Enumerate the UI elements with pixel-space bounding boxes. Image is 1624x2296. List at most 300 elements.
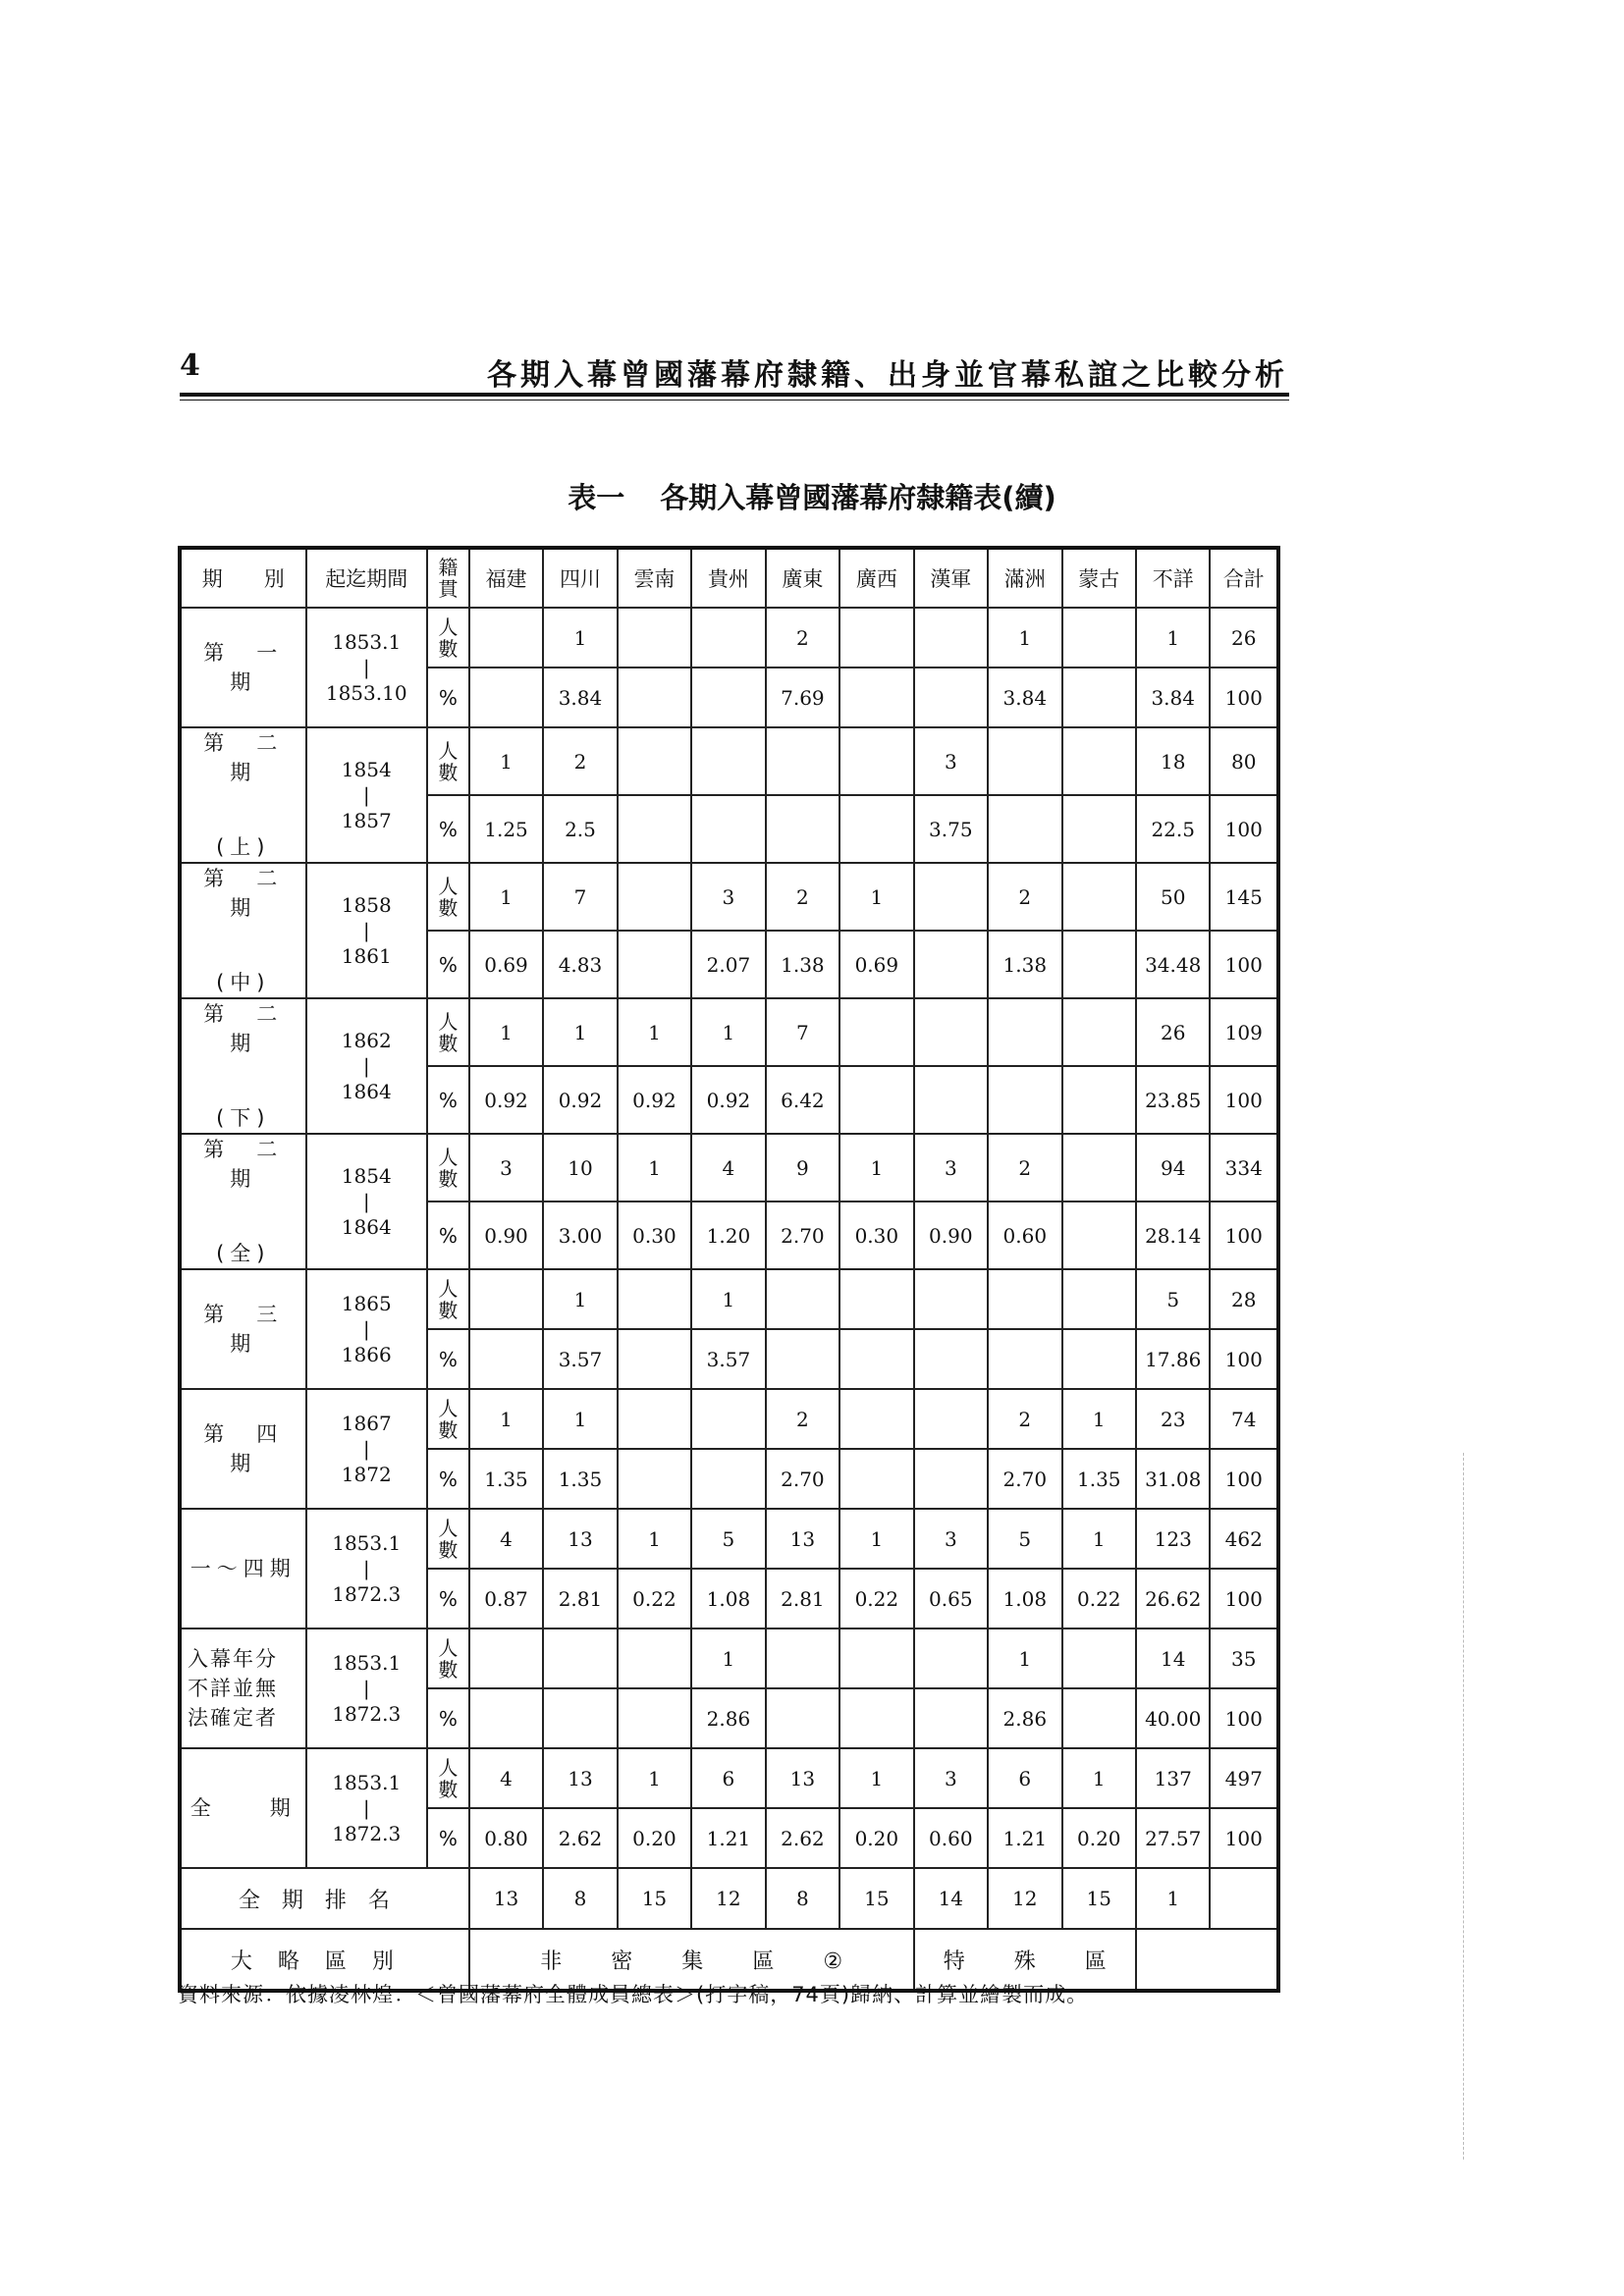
people-count-cell: 1 xyxy=(618,1748,691,1808)
unit-people-bottom: 數 xyxy=(438,1777,459,1801)
percent-cell xyxy=(1062,667,1136,727)
rank-cell xyxy=(1210,1868,1278,1929)
range-start: 1867 xyxy=(341,1412,392,1435)
unit-people-top: 人 xyxy=(438,1276,459,1301)
people-count-cell: 1 xyxy=(1062,1389,1136,1449)
range-start: 1854 xyxy=(341,1164,392,1188)
people-count-cell: 80 xyxy=(1210,727,1278,795)
percent-cell: 2.86 xyxy=(988,1688,1061,1748)
percent-cell: 2.62 xyxy=(543,1808,617,1868)
people-count-cell: 1 xyxy=(1062,1748,1136,1808)
region-non-dense-char: 密 xyxy=(611,1949,633,1974)
people-count-cell: 145 xyxy=(1210,863,1278,931)
unit-people xyxy=(427,1269,469,1329)
range-cell xyxy=(306,1629,427,1748)
unit-people-bottom: 數 xyxy=(438,1417,459,1442)
range-start: 1853.1 xyxy=(332,1771,402,1794)
percent-cell: 0.60 xyxy=(988,1201,1061,1269)
percent-cell: 1.21 xyxy=(988,1808,1061,1868)
header-province: 四川 xyxy=(543,548,617,608)
range-end: 1872.3 xyxy=(332,1702,402,1726)
header-period: 期 別 xyxy=(180,548,306,608)
unit-percent: % xyxy=(427,931,469,998)
percent-cell: 40.00 xyxy=(1136,1688,1210,1748)
people-count-cell xyxy=(914,863,988,931)
unit-people-bottom: 數 xyxy=(438,1537,459,1562)
range-dash: | xyxy=(362,1190,370,1213)
people-count-cell xyxy=(839,727,913,795)
region-label: 大略區別 xyxy=(180,1929,469,1991)
range-end: 1872.3 xyxy=(332,1582,402,1606)
percent-cell xyxy=(618,667,691,727)
region-special-char: 特 xyxy=(943,1949,965,1974)
percent-cell: 0.22 xyxy=(1062,1569,1136,1629)
people-count-cell: 4 xyxy=(469,1509,543,1569)
people-count-cell xyxy=(766,1629,839,1688)
people-count-cell xyxy=(618,1389,691,1449)
percent-cell: 2.62 xyxy=(766,1808,839,1868)
range-cell xyxy=(306,727,427,863)
percent-cell: 2.81 xyxy=(766,1569,839,1629)
unit-people-top: 人 xyxy=(438,1009,459,1034)
people-count-cell: 2 xyxy=(766,1389,839,1449)
percent-cell xyxy=(914,1688,988,1748)
period-label: (上) xyxy=(216,835,271,859)
region-non-dense-char: 集 xyxy=(681,1949,704,1974)
people-count-cell: 23 xyxy=(1136,1389,1210,1449)
range-dash: | xyxy=(362,1054,370,1078)
people-count-cell: 1 xyxy=(543,1389,617,1449)
percent-cell xyxy=(1062,931,1136,998)
people-count-cell xyxy=(1062,1269,1136,1329)
unit-people-top: 人 xyxy=(438,614,459,639)
percent-cell xyxy=(543,1688,617,1748)
percent-cell xyxy=(618,1449,691,1509)
range-dash: | xyxy=(362,1317,370,1341)
people-count-cell: 4 xyxy=(691,1134,765,1201)
unit-people-top: 人 xyxy=(438,1396,459,1420)
percent-cell xyxy=(469,1688,543,1748)
people-count-cell: 6 xyxy=(988,1748,1061,1808)
rank-cell: 12 xyxy=(988,1868,1061,1929)
period-label: 一～四期 xyxy=(189,1557,297,1580)
percent-cell: 3.84 xyxy=(1136,667,1210,727)
people-count-cell: 3 xyxy=(691,863,765,931)
percent-cell: 3.00 xyxy=(543,1201,617,1269)
percent-cell: 2.70 xyxy=(766,1449,839,1509)
header-province: 廣東 xyxy=(766,548,839,608)
header-unit-bottom: 貫 xyxy=(438,577,459,601)
range-cell xyxy=(306,608,427,727)
header-province: 合計 xyxy=(1210,548,1278,608)
percent-cell: 1.35 xyxy=(1062,1449,1136,1509)
people-count-cell: 6 xyxy=(691,1748,765,1808)
range-cell xyxy=(306,1269,427,1389)
percent-cell: 100 xyxy=(1210,1569,1278,1629)
percent-cell: 0.90 xyxy=(469,1201,543,1269)
period-cell xyxy=(180,1269,310,1389)
unit-percent: % xyxy=(427,1688,469,1748)
percent-cell: 100 xyxy=(1210,667,1278,727)
unit-percent: % xyxy=(427,1066,469,1134)
people-count-cell: 1 xyxy=(691,1629,765,1688)
people-count-cell xyxy=(839,1389,913,1449)
period-cell xyxy=(180,727,310,863)
percent-cell: 2.5 xyxy=(543,795,617,863)
rank-cell: 8 xyxy=(766,1868,839,1929)
table-row-people xyxy=(180,1748,1278,1808)
unit-people xyxy=(427,1134,469,1201)
period-label: 第 四 期 xyxy=(203,1422,310,1475)
people-count-cell: 2 xyxy=(766,863,839,931)
period-label: 第 三 期 xyxy=(203,1303,310,1356)
people-count-cell xyxy=(469,1629,543,1688)
percent-cell: 0.92 xyxy=(469,1066,543,1134)
percent-cell xyxy=(914,1066,988,1134)
percent-cell xyxy=(988,795,1061,863)
percent-cell: 2.70 xyxy=(988,1449,1061,1509)
header-province: 貴州 xyxy=(691,548,765,608)
percent-cell xyxy=(839,1066,913,1134)
region-blank xyxy=(1136,1929,1278,1991)
people-count-cell xyxy=(618,1269,691,1329)
percent-cell xyxy=(1062,1066,1136,1134)
people-count-cell: 1 xyxy=(469,998,543,1066)
percent-cell: 27.57 xyxy=(1136,1808,1210,1868)
range-end: 1872 xyxy=(341,1463,392,1486)
percent-cell: 3.84 xyxy=(543,667,617,727)
people-count-cell: 26 xyxy=(1136,998,1210,1066)
people-count-cell: 13 xyxy=(766,1748,839,1808)
percent-cell: 26.62 xyxy=(1136,1569,1210,1629)
people-count-cell: 1 xyxy=(543,998,617,1066)
period-cell xyxy=(180,863,310,998)
percent-cell: 1.35 xyxy=(469,1449,543,1509)
people-count-cell: 2 xyxy=(988,863,1061,931)
percent-cell xyxy=(469,667,543,727)
people-count-cell: 109 xyxy=(1210,998,1278,1066)
period-label: 全 期 xyxy=(189,1796,297,1820)
percent-cell: 1.21 xyxy=(691,1808,765,1868)
period-label: 入幕年分 xyxy=(188,1647,278,1671)
region-special-char: 區 xyxy=(1084,1949,1107,1974)
rank-label: 全期排名 xyxy=(180,1868,469,1929)
people-count-cell xyxy=(914,1269,988,1329)
table-caption-title: 各期入幕曾國藩幕府隸籍表(續) xyxy=(660,481,1056,514)
range-dash: | xyxy=(362,1437,370,1461)
table-caption-label: 表一 xyxy=(568,481,625,514)
people-count-cell xyxy=(691,1389,765,1449)
people-count-cell: 1 xyxy=(691,998,765,1066)
rank-cell: 13 xyxy=(469,1868,543,1929)
percent-cell xyxy=(766,1329,839,1389)
people-count-cell: 5 xyxy=(1136,1269,1210,1329)
percent-cell: 3.75 xyxy=(914,795,988,863)
range-end: 1864 xyxy=(341,1080,392,1103)
percent-cell: 0.92 xyxy=(691,1066,765,1134)
people-count-cell: 26 xyxy=(1210,608,1278,667)
unit-people-bottom: 數 xyxy=(438,1031,459,1055)
people-count-cell xyxy=(766,1269,839,1329)
percent-cell xyxy=(839,795,913,863)
percent-cell: 0.92 xyxy=(618,1066,691,1134)
people-count-cell xyxy=(914,1389,988,1449)
percent-cell xyxy=(1062,1688,1136,1748)
people-count-cell xyxy=(1062,1134,1136,1201)
table-row-people xyxy=(180,608,1278,667)
percent-cell: 1.08 xyxy=(691,1569,765,1629)
unit-percent: % xyxy=(427,1201,469,1269)
percent-cell: 1.38 xyxy=(766,931,839,998)
percent-cell xyxy=(618,1329,691,1389)
rank-cell: 1 xyxy=(1136,1868,1210,1929)
people-count-cell: 123 xyxy=(1136,1509,1210,1569)
header-province: 蒙古 xyxy=(1062,548,1136,608)
people-count-cell xyxy=(618,727,691,795)
running-header: 各期入幕曾國藩幕府隸籍、出身並官幕私誼之比較分析 xyxy=(487,358,1288,393)
people-count-cell xyxy=(469,608,543,667)
percent-cell xyxy=(839,667,913,727)
header-rule xyxy=(180,393,1289,400)
range-cell xyxy=(306,863,427,998)
percent-cell xyxy=(766,1688,839,1748)
period-label: 法確定者 xyxy=(188,1706,278,1730)
people-count-cell: 2 xyxy=(988,1134,1061,1201)
table-row-people xyxy=(180,863,1278,931)
period-label: (下) xyxy=(216,1106,271,1130)
table-row-people xyxy=(180,1389,1278,1449)
unit-people-bottom: 數 xyxy=(438,1298,459,1322)
table-header-row xyxy=(180,548,1278,608)
people-count-cell: 1 xyxy=(839,1748,913,1808)
range-dash: | xyxy=(362,919,370,942)
period-label: (中) xyxy=(216,971,271,994)
range-cell xyxy=(306,1748,427,1868)
unit-people-bottom: 數 xyxy=(438,1166,459,1191)
period-label: (全) xyxy=(216,1242,271,1265)
percent-cell: 17.86 xyxy=(1136,1329,1210,1389)
period-label: 不詳並無 xyxy=(188,1677,278,1700)
percent-cell: 100 xyxy=(1210,1066,1278,1134)
people-count-cell xyxy=(618,608,691,667)
percent-cell: 0.20 xyxy=(618,1808,691,1868)
people-count-cell: 50 xyxy=(1136,863,1210,931)
header-province: 漢軍 xyxy=(914,548,988,608)
rank-cell: 8 xyxy=(543,1868,617,1929)
percent-cell xyxy=(618,1688,691,1748)
people-count-cell: 13 xyxy=(543,1509,617,1569)
unit-people-bottom: 數 xyxy=(438,636,459,661)
percent-cell: 0.65 xyxy=(914,1569,988,1629)
people-count-cell: 10 xyxy=(543,1134,617,1201)
percent-cell: 22.5 xyxy=(1136,795,1210,863)
range-end: 1861 xyxy=(341,944,392,968)
period-cell xyxy=(180,1509,306,1629)
percent-cell xyxy=(691,1449,765,1509)
percent-cell xyxy=(691,795,765,863)
range-start: 1853.1 xyxy=(332,630,402,654)
unit-people xyxy=(427,727,469,795)
people-count-cell: 1 xyxy=(543,608,617,667)
people-count-cell xyxy=(839,608,913,667)
people-count-cell: 1 xyxy=(1136,608,1210,667)
people-count-cell: 3 xyxy=(914,727,988,795)
native-origin-table xyxy=(178,546,1280,1993)
unit-percent: % xyxy=(427,1808,469,1868)
percent-cell xyxy=(988,1066,1061,1134)
people-count-cell xyxy=(469,1269,543,1329)
percent-cell xyxy=(618,931,691,998)
people-count-cell: 7 xyxy=(766,998,839,1066)
people-count-cell: 74 xyxy=(1210,1389,1278,1449)
range-dash: | xyxy=(362,656,370,679)
people-count-cell xyxy=(839,998,913,1066)
unit-percent: % xyxy=(427,1449,469,1509)
percent-cell: 100 xyxy=(1210,1201,1278,1269)
unit-people xyxy=(427,1509,469,1569)
period-cell xyxy=(180,1629,306,1748)
range-start: 1854 xyxy=(341,758,392,781)
people-count-cell: 5 xyxy=(691,1509,765,1569)
people-count-cell: 3 xyxy=(914,1134,988,1201)
people-count-cell: 497 xyxy=(1210,1748,1278,1808)
range-cell xyxy=(306,1389,427,1509)
percent-cell: 0.30 xyxy=(839,1201,913,1269)
percent-cell xyxy=(691,667,765,727)
people-count-cell xyxy=(988,1269,1061,1329)
people-count-cell xyxy=(618,1629,691,1688)
people-count-cell xyxy=(543,1629,617,1688)
table-row-people xyxy=(180,998,1278,1066)
people-count-cell xyxy=(691,727,765,795)
table-row-people xyxy=(180,1509,1278,1569)
people-count-cell: 28 xyxy=(1210,1269,1278,1329)
percent-cell xyxy=(1062,1201,1136,1269)
percent-cell: 1.20 xyxy=(691,1201,765,1269)
range-start: 1865 xyxy=(341,1292,392,1315)
unit-people xyxy=(427,608,469,667)
header-province: 福建 xyxy=(469,548,543,608)
people-count-cell: 7 xyxy=(543,863,617,931)
percent-cell: 0.90 xyxy=(914,1201,988,1269)
people-count-cell: 3 xyxy=(914,1509,988,1569)
percent-cell: 100 xyxy=(1210,1329,1278,1389)
percent-cell: 34.48 xyxy=(1136,931,1210,998)
percent-cell xyxy=(914,1329,988,1389)
rank-cell: 15 xyxy=(839,1868,913,1929)
percent-cell: 0.87 xyxy=(469,1569,543,1629)
header-province: 不詳 xyxy=(1136,548,1210,608)
region-non-dense-char: 非 xyxy=(540,1949,563,1974)
percent-cell: 100 xyxy=(1210,1688,1278,1748)
rank-cell: 12 xyxy=(691,1868,765,1929)
people-count-cell xyxy=(766,727,839,795)
percent-cell: 1.38 xyxy=(988,931,1061,998)
percent-cell: 0.60 xyxy=(914,1808,988,1868)
percent-cell: 4.83 xyxy=(543,931,617,998)
people-count-cell: 2 xyxy=(766,608,839,667)
people-count-cell: 1 xyxy=(839,1134,913,1201)
unit-percent: % xyxy=(427,1569,469,1629)
unit-people xyxy=(427,1389,469,1449)
range-start: 1853.1 xyxy=(332,1531,402,1555)
unit-percent: % xyxy=(427,1329,469,1389)
percent-cell: 1.08 xyxy=(988,1569,1061,1629)
percent-cell: 0.22 xyxy=(618,1569,691,1629)
percent-cell: 0.20 xyxy=(839,1808,913,1868)
people-count-cell xyxy=(1062,863,1136,931)
people-count-cell: 1 xyxy=(691,1269,765,1329)
percent-cell: 0.20 xyxy=(1062,1808,1136,1868)
people-count-cell: 1 xyxy=(469,1389,543,1449)
range-start: 1853.1 xyxy=(332,1651,402,1675)
unit-percent: % xyxy=(427,795,469,863)
period-label: 第 二 期 xyxy=(203,1138,310,1191)
range-end: 1872.3 xyxy=(332,1822,402,1845)
percent-cell xyxy=(914,667,988,727)
table-row-people xyxy=(180,727,1278,795)
page-number: 4 xyxy=(180,348,200,383)
period-cell xyxy=(180,1748,306,1868)
people-count-cell: 1 xyxy=(839,1509,913,1569)
people-count-cell xyxy=(1062,1629,1136,1688)
percent-cell xyxy=(914,1449,988,1509)
region-special-char: 殊 xyxy=(1013,1949,1036,1974)
table-row-people xyxy=(180,1134,1278,1201)
table-row-rank xyxy=(180,1868,1278,1929)
unit-people xyxy=(427,863,469,931)
unit-people-top: 人 xyxy=(438,874,459,898)
percent-cell: 0.30 xyxy=(618,1201,691,1269)
scan-margin-line xyxy=(1463,1453,1464,2160)
rank-cell: 15 xyxy=(1062,1868,1136,1929)
percent-cell xyxy=(469,1329,543,1389)
range-start: 1862 xyxy=(341,1029,392,1052)
people-count-cell xyxy=(914,608,988,667)
percent-cell: 2.81 xyxy=(543,1569,617,1629)
percent-cell xyxy=(839,1449,913,1509)
header-range: 起迄期間 xyxy=(306,548,427,608)
percent-cell: 2.86 xyxy=(691,1688,765,1748)
unit-people-bottom: 數 xyxy=(438,760,459,784)
percent-cell: 3.57 xyxy=(543,1329,617,1389)
percent-cell: 31.08 xyxy=(1136,1449,1210,1509)
unit-people-bottom: 數 xyxy=(438,1657,459,1682)
percent-cell: 6.42 xyxy=(766,1066,839,1134)
percent-cell xyxy=(914,931,988,998)
unit-people xyxy=(427,1748,469,1808)
unit-people-top: 人 xyxy=(438,1755,459,1780)
unit-people-top: 人 xyxy=(438,1145,459,1169)
people-count-cell: 14 xyxy=(1136,1629,1210,1688)
region-non-dense-char: ② xyxy=(823,1949,843,1974)
unit-percent: % xyxy=(427,667,469,727)
percent-cell: 100 xyxy=(1210,1808,1278,1868)
percent-cell: 23.85 xyxy=(1136,1066,1210,1134)
people-count-cell xyxy=(988,727,1061,795)
people-count-cell: 35 xyxy=(1210,1629,1278,1688)
people-count-cell: 2 xyxy=(543,727,617,795)
people-count-cell: 3 xyxy=(914,1748,988,1808)
people-count-cell: 1 xyxy=(988,1629,1061,1688)
range-end: 1857 xyxy=(341,809,392,832)
range-dash: | xyxy=(362,1557,370,1580)
header-unit xyxy=(427,548,469,608)
percent-cell xyxy=(1062,1329,1136,1389)
table-body xyxy=(180,608,1278,1991)
people-count-cell: 334 xyxy=(1210,1134,1278,1201)
percent-cell xyxy=(1062,795,1136,863)
